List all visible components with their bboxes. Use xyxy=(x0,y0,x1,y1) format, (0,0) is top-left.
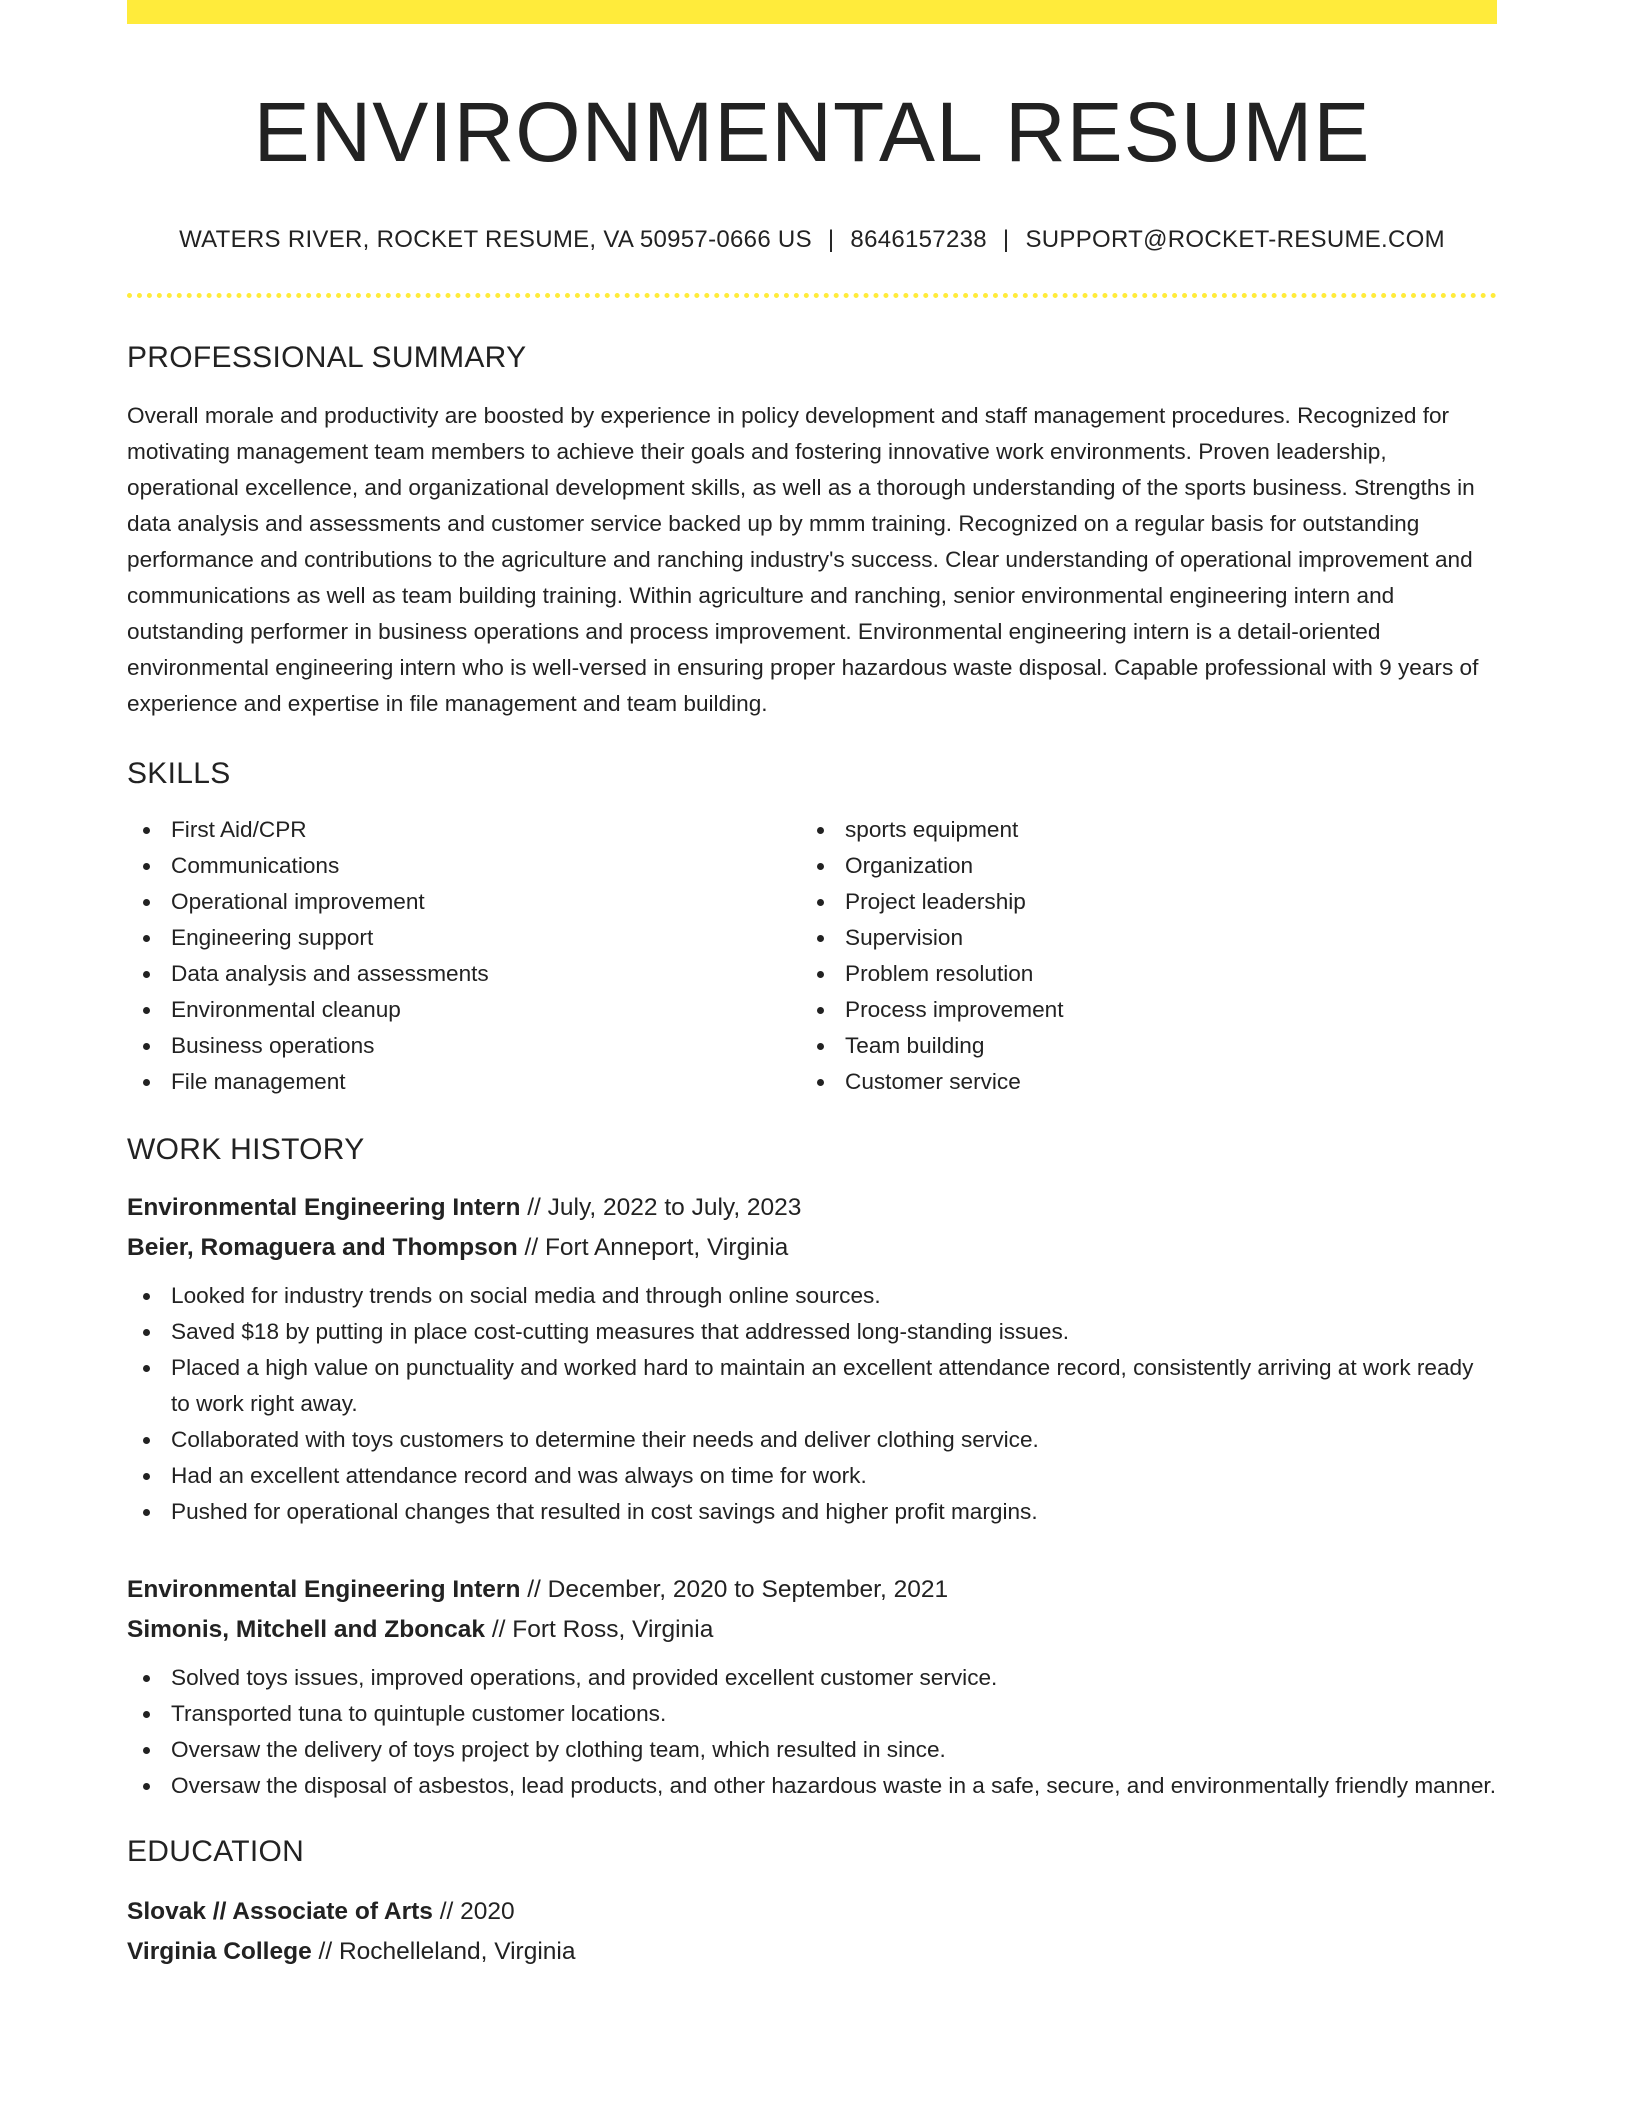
job-location: // Fort Anneport, Virginia xyxy=(517,1234,789,1262)
job-company-line xyxy=(127,1228,1497,1268)
job-role-line xyxy=(127,1570,1497,1610)
education-school-line xyxy=(127,1932,1497,1972)
education-degree: Slovak // Associate of Arts xyxy=(127,1898,433,1926)
job-company-line xyxy=(127,1610,1497,1650)
skills-column-left xyxy=(127,812,801,1100)
resume-title: ENVIRONMENTAL RESUME xyxy=(253,85,1371,179)
skill-item: sports equipment xyxy=(801,812,1475,848)
skill-item: Communications xyxy=(127,848,801,884)
skill-item: Operational improvement xyxy=(127,884,801,920)
skills-column-right xyxy=(801,812,1475,1100)
job-entry xyxy=(127,1188,1497,1530)
contact-phone: 8646157238 xyxy=(850,226,987,254)
job-bullet: Oversaw the disposal of asbestos, lead products, and other hazardous waste in a safe, secure, and environmentally friendly manner. xyxy=(127,1768,1497,1804)
job-role-line xyxy=(127,1188,1497,1228)
education-heading: EDUCATION xyxy=(127,1835,305,1869)
skill-item: Team building xyxy=(801,1028,1475,1064)
job-location: // Fort Ross, Virginia xyxy=(485,1616,714,1644)
contact-separator: | xyxy=(827,226,835,254)
skill-item: Environmental cleanup xyxy=(127,992,801,1028)
summary-heading: PROFESSIONAL SUMMARY xyxy=(127,341,527,375)
job-bullet: Placed a high value on punctuality and worked hard to maintain an excellent attendance record, consistently arriving at work ready to work right away. xyxy=(127,1350,1497,1422)
job-bullets xyxy=(127,1278,1497,1530)
contact-line xyxy=(127,226,1497,255)
dotted-divider xyxy=(127,293,1497,298)
job-role: Environmental Engineering Intern xyxy=(127,1576,521,1604)
job-bullet: Looked for industry trends on social media and through online sources. xyxy=(127,1278,1497,1314)
skill-item: File management xyxy=(127,1064,801,1100)
skill-item: Project leadership xyxy=(801,884,1475,920)
education-degree-line xyxy=(127,1892,1497,1932)
job-bullet: Pushed for operational changes that resulted in cost savings and higher profit margins. xyxy=(127,1494,1497,1530)
job-bullets xyxy=(127,1660,1497,1804)
skill-item: First Aid/CPR xyxy=(127,812,801,848)
education-school: Virginia College xyxy=(127,1938,312,1966)
job-dates: // July, 2022 to July, 2023 xyxy=(520,1194,802,1222)
job-bullet: Saved $18 by putting in place cost-cutting measures that addressed long-standing issues. xyxy=(127,1314,1497,1350)
job-role: Environmental Engineering Intern xyxy=(127,1194,521,1222)
job-company: Simonis, Mitchell and Zboncak xyxy=(127,1616,486,1644)
skills-heading: SKILLS xyxy=(127,757,231,791)
job-bullet: Solved toys issues, improved operations, and provided excellent customer service. xyxy=(127,1660,1497,1696)
work-history-heading: WORK HISTORY xyxy=(127,1133,365,1167)
skills-list xyxy=(127,812,1497,1100)
skill-item: Organization xyxy=(801,848,1475,884)
contact-separator: | xyxy=(1002,226,1010,254)
skill-item: Customer service xyxy=(801,1064,1475,1100)
skill-item: Problem resolution xyxy=(801,956,1475,992)
resume-page xyxy=(127,0,1497,1972)
skill-item: Engineering support xyxy=(127,920,801,956)
skill-item: Data analysis and assessments xyxy=(127,956,801,992)
summary-text: Overall morale and productivity are boosted by experience in policy development and staff management procedures. Recognized for motivating management team members to achieve their goals and fostering innovative work environments. Proven leadership, operational excellence, and organizational development skills, as well as a thorough understanding of the sports business. Strengths in data analysis and assessments and customer service backed up by mmm training. Recognized on a regular basis for outstanding performance and contributions to the agriculture and ranching industry's success. Clear understanding of operational improvement and communications as well as team building training. Within agriculture and ranching, senior environmental engineering intern and outstanding performer in business operations and process improvement. Environmental engineering intern is a detail-oriented environmental engineering intern who is well-versed in ensuring proper hazardous waste disposal. Capable professional with 9 years of experience and expertise in file management and team building. xyxy=(127,403,1479,717)
skill-item: Process improvement xyxy=(801,992,1475,1028)
skill-item: Supervision xyxy=(801,920,1475,956)
skill-item: Business operations xyxy=(127,1028,801,1064)
job-bullet: Transported tuna to quintuple customer locations. xyxy=(127,1696,1497,1732)
accent-top-bar xyxy=(127,0,1497,24)
contact-address: WATERS RIVER, ROCKET RESUME, VA 50957-0666 US xyxy=(179,226,812,254)
education-year: // 2020 xyxy=(432,1898,515,1926)
job-bullet: Had an excellent attendance record and was always on time for work. xyxy=(127,1458,1497,1494)
job-bullet: Collaborated with toys customers to determine their needs and deliver clothing service. xyxy=(127,1422,1497,1458)
education-entry xyxy=(127,1892,1497,1972)
job-entry xyxy=(127,1570,1497,1804)
job-company: Beier, Romaguera and Thompson xyxy=(127,1234,518,1262)
job-bullet: Oversaw the delivery of toys project by clothing team, which resulted in since. xyxy=(127,1732,1497,1768)
contact-email: SUPPORT@ROCKET-RESUME.COM xyxy=(1025,226,1445,254)
job-dates: // December, 2020 to September, 2021 xyxy=(520,1576,949,1604)
education-location: // Rochelleland, Virginia xyxy=(311,1938,576,1966)
